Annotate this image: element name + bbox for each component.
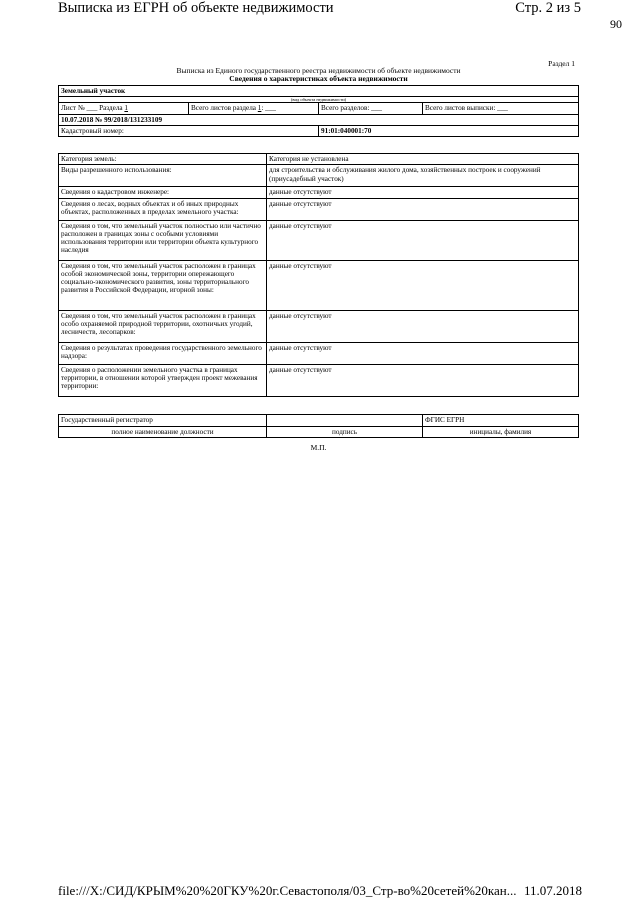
caption-name: инициалы, фамилия bbox=[423, 427, 579, 438]
cadastral-label: Кадастровый номер: bbox=[59, 125, 319, 136]
document-title: Выписка из Единого государственного реестра недвижимости об объекте недвижимости bbox=[176, 66, 461, 75]
caption-position: полное наименование должности bbox=[59, 427, 267, 438]
header-table bbox=[58, 85, 579, 137]
row-value: данные отсутствуют bbox=[267, 364, 579, 396]
object-type-caption: (вид объекта недвижимости) bbox=[59, 97, 579, 103]
page-number: 90 bbox=[610, 17, 622, 31]
table-row bbox=[59, 187, 579, 198]
row-label: Сведения о том, что земельный участок расположен в границах особо охраняемой природной территории, охотничьих угодий, лесничеств, лесопарков: bbox=[59, 310, 267, 342]
stamp-placeholder: М.П. bbox=[310, 443, 327, 452]
table-row bbox=[59, 220, 579, 260]
total-sheets-extract-cell: Всего листов выписки: ___ bbox=[423, 103, 579, 114]
print-footer-date: 11.07.2018 bbox=[523, 883, 582, 898]
signature-field bbox=[267, 415, 423, 427]
row-value: для строительства и обслуживания жилого дома, хозяйственных построек и сооружений (приусадебный участок) bbox=[267, 165, 579, 187]
total-sections-cell: Всего разделов: ___ bbox=[319, 103, 423, 114]
row-label: Сведения о результатах проведения государственного земельного надзора: bbox=[59, 342, 267, 364]
object-type: Земельный участок bbox=[59, 86, 579, 97]
row-value: данные отсутствуют bbox=[267, 220, 579, 260]
row-label: Категория земель: bbox=[59, 154, 267, 165]
registrar-name: ФГИС ЕГРН bbox=[423, 415, 579, 427]
sheet-number-cell: Лист № ___ Раздела 1 bbox=[59, 103, 189, 114]
table-row bbox=[59, 260, 579, 310]
row-value: данные отсутствуют bbox=[267, 260, 579, 310]
row-value: Категория не установлена bbox=[267, 154, 579, 165]
print-footer-path: file:///X:/СИД/КРЫМ%20%20ГКУ%20г.Севастополя/03_Стр-во%20сетей%20кан... bbox=[58, 883, 517, 898]
sheet-info-row bbox=[59, 103, 579, 114]
table-row bbox=[59, 310, 579, 342]
row-label: Сведения о том, что земельный участок расположен в границах особой экономической зоны, территории опережающего социально-экономического развития, зоны территориального развития в Российской Федерации, игорной зоны: bbox=[59, 260, 267, 310]
row-label: Сведения о том, что земельный участок полностью или частично расположен в границах зоны с особыми условиями использования территории или территории объекта культурного наследия bbox=[59, 220, 267, 260]
signature-table bbox=[58, 414, 579, 438]
print-header-title: Выписка из ЕГРН об объекте недвижимости bbox=[58, 0, 334, 16]
table-row bbox=[59, 165, 579, 187]
table-row bbox=[59, 154, 579, 165]
table-row bbox=[59, 342, 579, 364]
table-row bbox=[59, 198, 579, 220]
row-label: Сведения о кадастровом инженере: bbox=[59, 187, 267, 198]
print-header-page: Стр. 2 из 5 bbox=[515, 0, 581, 16]
caption-signature: подпись bbox=[267, 427, 423, 438]
table-row bbox=[59, 364, 579, 396]
section-number: Раздел 1 bbox=[548, 59, 575, 68]
characteristics-table bbox=[58, 153, 579, 397]
registrar-position: Государственный регистратор bbox=[59, 415, 267, 427]
row-value: данные отсутствуют bbox=[267, 187, 579, 198]
row-value: данные отсутствуют bbox=[267, 310, 579, 342]
date-number: 10.07.2018 № 99/2018/131233109 bbox=[59, 114, 579, 125]
total-sheets-section-cell: Всего листов раздела 1: ___ bbox=[189, 103, 319, 114]
cadastral-value: 91:01:040001:70 bbox=[319, 125, 579, 136]
row-value: данные отсутствуют bbox=[267, 198, 579, 220]
document-subtitle: Сведения о характеристиках объекта недвижимости bbox=[229, 74, 408, 83]
row-label: Виды разрешенного использования: bbox=[59, 165, 267, 187]
row-label: Сведения о расположении земельного участка в границах территории, в отношении которой утвержден проект межевания территории: bbox=[59, 364, 267, 396]
row-value: данные отсутствуют bbox=[267, 342, 579, 364]
row-label: Сведения о лесах, водных объектах и об иных природных объектах, расположенных в пределах земельного участка: bbox=[59, 198, 267, 220]
